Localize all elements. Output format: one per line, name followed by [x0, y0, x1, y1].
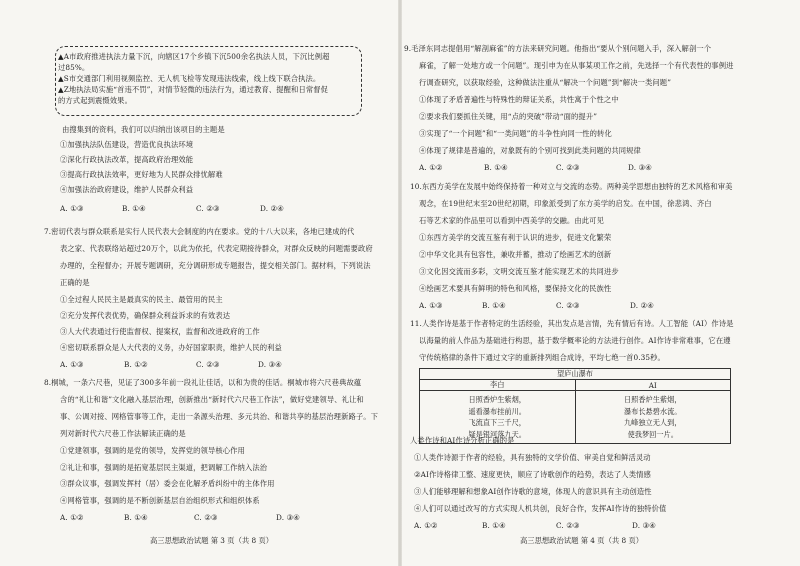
- q6-option: ①加强执法队伍建设，营造优良执法环境: [60, 140, 194, 149]
- q8-stem: 列对新时代六尺巷工作法解读正确的是: [60, 429, 186, 438]
- q10-stem: 观念，在19世纪末至20世纪初期，印象派受到了东方美学的启发。在中国，徐悲鸿、齐白: [419, 199, 712, 208]
- q8-stem: 事、公调对接、网格管事等工作，走出一条源头治理、多元共治、和谐共享的基层治理新路子。下: [60, 412, 379, 421]
- q10-option: ②中华文化具有包容性，兼收并蓄，推动了绘画艺术的创新: [419, 250, 612, 259]
- q8-option: ④网格管事，强调的是不断创新基层自治组织形式和组织体系: [60, 496, 260, 505]
- q11-option: ③人们能够理解和想象AI创作诗歌的意境，体现人的意识具有主动创造性: [414, 487, 652, 496]
- q8-choice-c[interactable]: C. ②③: [194, 513, 218, 522]
- q9-option: ③实现了“一个问题”和“一类问题”的斗争性向同一性的转化: [419, 129, 612, 138]
- q10-option: ①东西方美学的交流互鉴有利于认识的进步，促进文化繁荣: [419, 233, 612, 242]
- q9-choice-c[interactable]: C. ②③: [556, 163, 580, 172]
- q9-option: ②要求我们要抓住关键，用“点的突破”带动“面的提升”: [419, 112, 598, 121]
- poem-line: 使我梦回一片。: [627, 429, 678, 439]
- q7-stem: 办理的，全程督办；开展专题调研，充分调研形成专题报告，提交相关部门。据材料，下列说法: [60, 261, 371, 270]
- q8-stem: 8.桐城，一条六尺巷，见证了300多年前一段礼让佳话，以和为贵的佳话。桐城市将六尺巷典故蕴: [44, 378, 362, 387]
- q8-option: ①党建领事，强调的是党的领导，发挥党的领导核心作用: [60, 446, 245, 455]
- q7-choice-a[interactable]: A. ①③: [60, 360, 84, 369]
- poem-line: 瀑布长悬碧水流。: [623, 406, 682, 416]
- q9-option: ①体现了矛盾普遍性与特殊性的辩证关系，共性寓于个性之中: [419, 95, 619, 104]
- q9-choice-d[interactable]: D. ③④: [628, 163, 652, 172]
- q8-stem: 含的“礼让和谐”文化融入基层治理，创新推出“新时代六尺巷工作法”，做好党建领导、礼让和: [60, 395, 364, 404]
- poem-header-ai: AI: [575, 380, 731, 391]
- material-line: ▲Z地执法局实施“首违不罚”，对情节轻微的违法行为，通过教育、提醒和日常督促: [58, 85, 329, 94]
- q6-tail: 由搜集到的资料，我们可以归纳出该项目的主题是: [62, 125, 225, 134]
- poem-line: 飞流直下三千尺，: [468, 418, 526, 427]
- q11-choice-d[interactable]: D. ③④: [632, 521, 656, 530]
- q11-stem: 守传统格律的条件下通过文字的重新排列组合成诗，平均七绝一首0.35秒。: [419, 353, 665, 362]
- q7-stem: 正确的是: [60, 278, 90, 287]
- poem-line: 日照香炉生紫烟，: [468, 395, 526, 404]
- q11-option: ①人类作诗源于作者的经验，具有独特的文学价值、审美自觉和鲜活灵动: [414, 453, 651, 462]
- q8-option: ②礼让和事，强调的是拓宽基层民主渠道，把调解工作纳入法治: [60, 463, 268, 472]
- q10-choice-a[interactable]: A. ①③: [419, 301, 443, 310]
- q6-choice-c[interactable]: C. ②③: [196, 204, 220, 213]
- q6-option: ②深化行政执法改革，提高政府治理效能: [60, 155, 194, 164]
- poem-cell-ai: [575, 391, 731, 444]
- q11-option: ④人们可以通过改写的方式实现人机共创，良好合作，发挥AI作诗的独特价值: [414, 504, 667, 513]
- page-footer: 高三思想政治试题 第 3 页（共 8 页）: [150, 536, 274, 545]
- q7-stem: 表之家、代表联络站超过20万个，以此为依托，代表定期接待群众，对群众反映的问题需要政府: [60, 244, 373, 253]
- q8-choice-d[interactable]: D. ③④: [276, 513, 300, 522]
- poem-line: 九峰独立无人到，: [623, 418, 682, 427]
- q11-stem: 以海量的前人作品为基础进行构思，基于数学概率论的方法进行创作。AI作诗非常难事，它在遵: [419, 336, 731, 345]
- poem-table: [419, 368, 731, 444]
- q11-choice-a[interactable]: A. ①②: [414, 521, 438, 530]
- q10-choice-d[interactable]: D. ②④: [630, 301, 654, 310]
- q11-choice-c[interactable]: C. ②③: [556, 521, 580, 530]
- q11-choice-b[interactable]: B. ①④: [482, 521, 506, 530]
- q7-choice-b[interactable]: B. ①②: [124, 360, 148, 369]
- q6-option: ③提高行政执法效率，更好地为人民群众排忧解难: [60, 170, 223, 179]
- q9-stem: 9.毛泽东同志提倡用“解剖麻雀”的方法来研究问题。他指出“要从个别问题入手，深入解剖一个: [404, 44, 712, 53]
- q10-option: ④绘画艺术要具有鲜明的特色和风格，要保持文化的民族性: [419, 284, 612, 293]
- q10-stem: 石等艺术家的作品里可以看到中西美学的交融。由此可见: [419, 216, 604, 225]
- q7-choice-d[interactable]: D. ③④: [258, 360, 282, 369]
- q7-option: ①全过程人民民主是最真实的民主、最管用的民主: [60, 295, 223, 304]
- q7-option: ②充分发挥代表优势，确保群众利益诉求的有效表达: [60, 311, 231, 320]
- poem-header-human: 李白: [420, 380, 576, 391]
- q6-choice-b[interactable]: B. ①④: [122, 204, 146, 213]
- q6-choice-d[interactable]: D. ②④: [260, 204, 284, 213]
- q6-choice-a[interactable]: A. ①③: [60, 204, 84, 213]
- page-footer: 高三思想政治试题 第 4 页（共 8 页）: [520, 536, 644, 545]
- material-line: 的方式起到震慑效果。: [58, 96, 132, 105]
- q8-choice-a[interactable]: A. ①②: [60, 513, 84, 522]
- q7-stem: 7.密切代表与群众联系是实行人民代表大会制度的内在要求。党的十八大以来，各地已建成的代: [44, 227, 355, 236]
- q9-option: ④体现了规律是普遍的，对象既有的个别可找到此类问题的共同规律: [419, 146, 641, 155]
- q11-option: ②AI作诗格律工整、速度更快，顺应了诗歌创作的趋势，表达了人类情感: [414, 470, 651, 479]
- q10-choice-c[interactable]: C. ②③: [556, 301, 580, 310]
- q9-choice-a[interactable]: A. ①②: [419, 163, 443, 172]
- q9-choice-b[interactable]: B. ①④: [484, 163, 508, 172]
- q7-option: ④密切联系群众是人大代表的义务，办好国家职责，维护人民的利益: [60, 343, 282, 352]
- q7-choice-c[interactable]: C. ②③: [196, 360, 220, 369]
- q10-option: ③文化因交流而多彩，文明交流互鉴才能实现艺术的共同进步: [419, 267, 619, 276]
- material-line: ▲A市政府推进执法力量下沉，向辖区17个乡镇下沉500余名执法人员，下沉比例超: [58, 52, 330, 61]
- q6-option: ④加强法治政府建设，维护人民群众利益: [60, 185, 194, 194]
- q10-choice-b[interactable]: B. ①④: [482, 301, 506, 310]
- q10-stem: 10.东西方美学在发展中始终保持着一种对立与交流的态势。两种美学思想由独特的艺术风格和审美: [410, 182, 733, 191]
- q8-choice-b[interactable]: B. ①④: [124, 513, 148, 522]
- q11-ask: 人类作诗和AI作诗分析正确的是: [410, 436, 515, 445]
- material-line: 过85%。: [58, 63, 90, 72]
- q7-option: ③人大代表通过行使监督权、提案权，监督和改进政府的工作: [60, 327, 260, 336]
- material-line: ▲S市交通部门利用视频监控、无人机飞检等发现违法线索，线上线下联合执法。: [58, 74, 321, 83]
- poem-title: 望庐山瀑布: [420, 369, 731, 380]
- q8-option: ③群众议事，强调发挥村（居）委会在化解矛盾纠纷中的主体作用: [60, 479, 275, 488]
- q11-stem: 11.人类作诗是基于作者特定的生活经验，其出发点是言情，先有情后有诗。人工智能（AI）作诗是: [410, 319, 734, 328]
- q9-stem: 行调查研究，以获取经验，这种做法注重从“解决一个问题”到“解决一类问题”: [419, 78, 672, 87]
- poem-line: 疑是银河落九天。: [468, 429, 526, 439]
- poem-line: 日照香炉生紫烟，: [623, 395, 682, 404]
- poem-line: 遥看瀑布挂前川。: [468, 406, 526, 416]
- q9-stem: 麻雀，了解一处地方或一个问题”。现引申为在从事某项工作之前，先选择一个有代表性的事例进: [419, 61, 734, 70]
